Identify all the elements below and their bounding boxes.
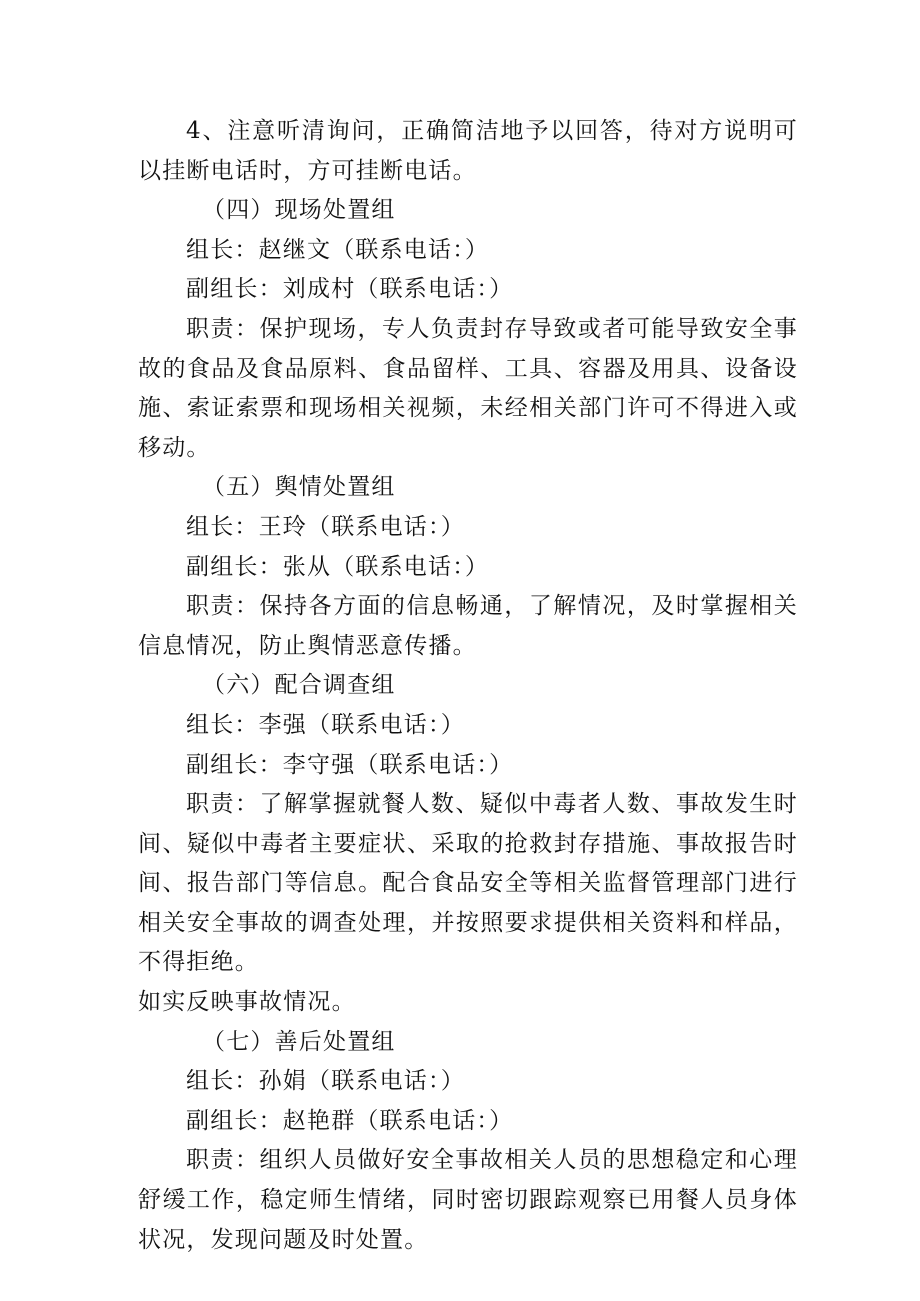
section-leader-investigation: 组长：李强（联系电话：）	[186, 711, 465, 738]
section-leader-aftermath: 组长：孙娟（联系电话：）	[186, 1068, 465, 1095]
section-duty-public-opinion: 职责：保持各方面的信息畅通，了解情况，及时掌握相关信息情况，防止舆情恶意传播。	[138, 593, 798, 659]
section-deputy-investigation: 副组长：李守强（联系电话：）	[186, 751, 514, 778]
section-duty-aftermath: 职责：组织人员做好安全事故相关人员的思想稳定和心理舒缓工作，稳定师生情绪，同时密切跟踪观察已用餐人员身体状况，发现问题及时处置。	[138, 1147, 798, 1253]
item-4-paragraph: 4、注意听清询问，正确简洁地予以回答，待对方说明可以挂断电话时，方可挂断电话。	[138, 118, 798, 184]
section-duty-investigation-extra: 如实反映事故情况。	[138, 989, 356, 1016]
section-deputy-aftermath: 副组长：赵艳群（联系电话：）	[186, 1107, 514, 1134]
section-leader-onsite: 组长：赵继文（联系电话：）	[186, 236, 490, 263]
section-deputy-public-opinion: 副组长：张从（联系电话：）	[186, 553, 490, 580]
section-heading-aftermath: （七）善后处置组	[202, 1028, 396, 1055]
section-duty-investigation: 职责：了解掌握就餐人数、疑似中毒者人数、事故发生时间、疑似中毒者主要症状、采取的抢救封存措施、事故报告时间、报告部门等信息。配合食品安全等相关监督管理部门进行相关安全事故的调查处理，并按照要求提供相关资料和样品，不得拒绝。	[138, 791, 798, 976]
document-body	[138, 112, 798, 1260]
section-leader-public-opinion: 组长：王玲（联系电话：）	[186, 513, 465, 540]
section-heading-investigation: （六）配合调查组	[202, 672, 396, 699]
section-deputy-onsite: 副组长：刘成村（联系电话：）	[186, 276, 514, 303]
section-duty-onsite: 职责：保护现场，专人负责封存导致或者可能导致安全事故的食品及食品原料、食品留样、工具、容器及用具、设备设施、索证索票和现场相关视频，未经相关部门许可不得进入或移动。	[138, 315, 798, 461]
section-heading-onsite: （四）现场处置组	[202, 197, 396, 224]
section-heading-public-opinion: （五）舆情处置组	[202, 474, 396, 501]
